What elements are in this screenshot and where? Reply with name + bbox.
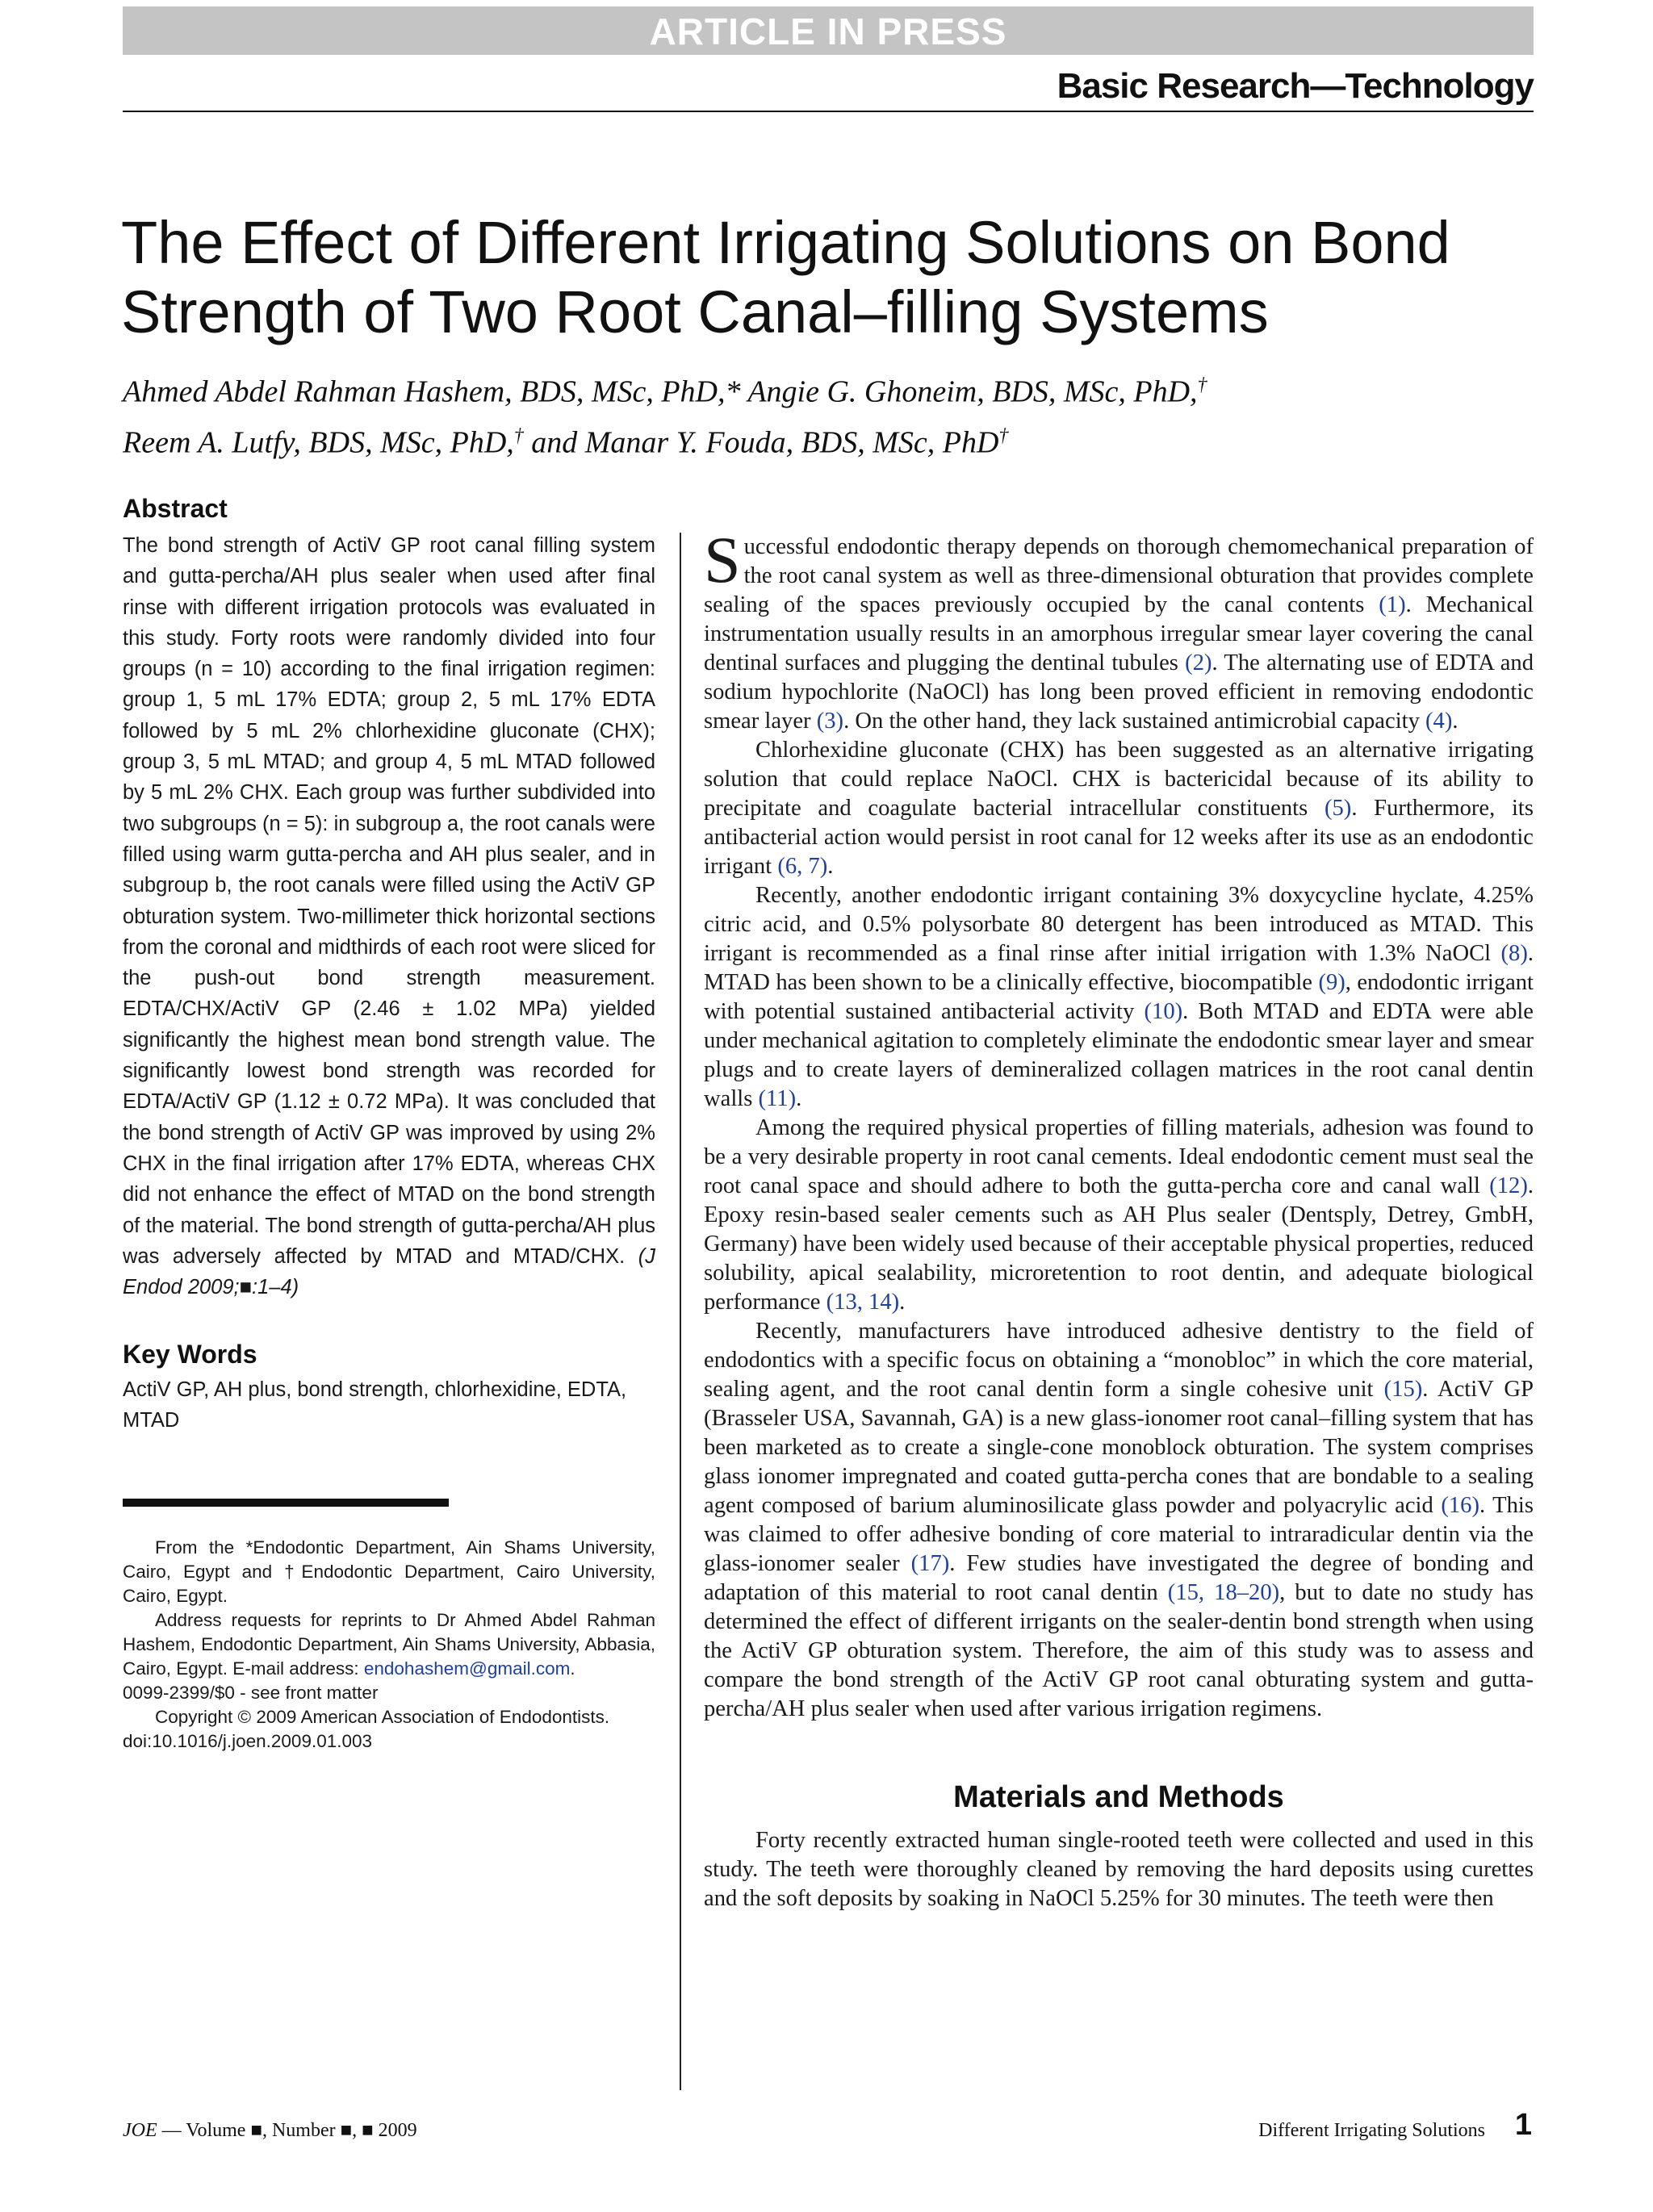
text-run: . Mechanical instrumentation usually results in an amorphous irregular smear layer covering the canal dentinal surfaces and plugging the dentinal tubules — [704, 592, 1534, 675]
citation-link[interactable]: (9) — [1318, 970, 1345, 995]
text-run: Recently, another endodontic irrigant containing 3% doxycycline hyclate, 4.25% citric acid, and 0.5% polysorbate 80 detergent has been introduced as MTAD. This irrigant is recommended as a final rinse after initial irrigation with 1.3% NaOCl — [704, 883, 1534, 966]
intro-paragraph-4 — [704, 1114, 1534, 1317]
address-text: Address requests for reprints to Dr Ahmed Abdel Rahman Hashem, Endodontic Department, Ain Shams University, Abbasia, Cairo, Egypt. E-mail address: — [123, 1610, 655, 1679]
affiliation-block — [123, 1536, 655, 1754]
materials-methods-heading: Materials and Methods — [953, 1780, 1284, 1814]
citation-link[interactable]: (11) — [758, 1086, 797, 1111]
text-run: . ActiV GP (Brasseler USA, Savannah, GA) is a new glass-ionomer root canal–filling system that has been marketed as to create a single-cone monoblock obturation. The system comprises glass ionomer impregnated and coated gutta-percha cones that are bondable to a sealing agent composed of barium aluminosilicate glass powder and polyacrylic acid — [704, 1377, 1534, 1518]
citation-link[interactable]: (4) — [1425, 709, 1453, 734]
text-run: . The alternating use of EDTA and sodium hypochlorite (NaOCl) has long been proved efficient in removing endodontic smear layer — [704, 650, 1534, 734]
text-run: , endodontic irrigant with potential sustained antibacterial activity — [704, 970, 1534, 1024]
citation-link[interactable]: (8) — [1500, 941, 1528, 966]
citation-link[interactable]: (17) — [910, 1551, 950, 1576]
article-title: The Effect of Different Irrigating Solutions on Bond Strength of Two Root Canal–filling Systems — [121, 209, 1450, 345]
author-email-link[interactable]: endohashem@gmail.com — [363, 1658, 571, 1679]
text-run: Among the required physical properties of filling materials, adhesion was found to be a very desirable property in root canal cements. Ideal endodontic cement must seal the root canal space and should adhere to both the gutta-percha core and canal wall — [704, 1115, 1534, 1198]
citation-link[interactable]: (5) — [1324, 796, 1352, 821]
text-run: . — [796, 1086, 802, 1111]
citation-link[interactable]: (13, 14) — [826, 1290, 900, 1315]
intro-paragraph-2 — [704, 736, 1534, 881]
left-column — [123, 494, 655, 1754]
citation-link[interactable]: (12) — [1489, 1173, 1528, 1198]
issn-line: 0099-2399/$0 - see front matter — [123, 1683, 379, 1704]
abstract-heading: Abstract — [123, 494, 228, 523]
intro-paragraph-5 — [704, 1317, 1534, 1724]
text-run: . Few studies have investigated the degree of bonding and adaptation of this material to root canal dentin — [704, 1551, 1534, 1605]
citation-link[interactable]: (15, 18–20) — [1167, 1580, 1280, 1605]
text-run: . This was claimed to offer adhesive bonding of core material to intraradicular dentin via the glass-ionomer sealer — [704, 1493, 1534, 1576]
journal-volume: — Volume ■, Number ■, ■ 2009 — [157, 2120, 417, 2141]
affiliation-mark: † — [998, 424, 1009, 446]
author-fouda: and Manar Y. Fouda, BDS, MSc, PhD — [523, 425, 999, 460]
text-run: . MTAD has been shown to be a clinically effective, biocompatible — [704, 941, 1534, 995]
drop-cap: S — [704, 523, 741, 596]
header-rule — [123, 111, 1534, 112]
text-run: . On the other hand, they lack sustained antimicrobial capacity — [843, 709, 1426, 734]
author-hashem: Ahmed Abdel Rahman Hashem, BDS, MSc, PhD,* — [123, 374, 741, 409]
column-divider — [680, 533, 681, 2090]
text-run: Recently, manufacturers have introduced adhesive dentistry to the field of endodontics with a specific focus on obtaining a “monobloc” in which the core material, sealing agent, and the root canal dentin form a single cohesive unit — [704, 1319, 1534, 1402]
page-number: 1 — [1514, 2108, 1532, 2142]
text-run: . Both MTAD and EDTA were able under mechanical agitation to completely eliminate the endodontic smear layer and smear plugs and to create layers of demineralized collagen matrices in the root canal dentin walls — [704, 999, 1534, 1111]
author-lutfy: Reem A. Lutfy, BDS, MSc, PhD, — [123, 425, 514, 460]
section-label: Basic Research—Technology — [1057, 66, 1534, 106]
affiliation-mark: † — [513, 424, 524, 446]
address-end: . — [570, 1658, 575, 1679]
citation-link[interactable]: (2) — [1185, 650, 1212, 675]
doi-line: doi:10.1016/j.joen.2009.01.003 — [123, 1731, 373, 1752]
text-run: . Epoxy resin-based sealer cements such as AH Plus sealer (Dentsply, Detrey, GmbH, Germany) have been widely used because of their acceptable physical properties, reduced solubility, apical sealability, microretention to root dentin, and adequate biological performance — [704, 1173, 1534, 1315]
citation-link[interactable]: (6, 7) — [777, 854, 828, 879]
citation-link[interactable]: (10) — [1144, 999, 1183, 1024]
footer-running-title: Different Irrigating Solutions — [1258, 2120, 1485, 2141]
citation-link[interactable]: (3) — [816, 709, 844, 734]
affiliation-from: From the *Endodontic Department, Ain Shams University, Cairo, Egypt and †Endodontic Department, Cairo University, Cairo, Egypt. — [123, 1537, 655, 1607]
citation-link[interactable]: (1) — [1379, 592, 1406, 617]
text-run: , but to date no study has determined the effect of different irrigants on the sealer-dentin bond strength when using the ActiV GP obturation system. Therefore, the aim of this study was to assess and compare the bond strength of the ActiV GP root canal obturating system and gutta-percha/AH plus sealer when used after various irrigation regimens. — [704, 1580, 1534, 1721]
affiliation-rule — [123, 1499, 449, 1507]
text-run: . — [899, 1290, 906, 1315]
article-in-press-banner: ARTICLE IN PRESS — [123, 6, 1534, 55]
citation-link[interactable]: (16) — [1441, 1493, 1479, 1518]
footer-journal — [123, 2120, 417, 2142]
journal-abbrev: JOE — [123, 2120, 157, 2141]
keywords-heading: Key Words — [123, 1340, 257, 1369]
methods-paragraph-1: Forty recently extracted human single-rooted teeth were collected and used in this study. The teeth were thoroughly cleaned by removing the hard deposits using curettes and the soft deposits by soaking in NaOCl 5.25% for 30 minutes. The teeth were then — [704, 1828, 1534, 1911]
abstract-text — [123, 530, 655, 1303]
copyright-line: Copyright © 2009 American Association of Endodontists. — [155, 1707, 610, 1728]
intro-paragraph-1 — [704, 523, 1534, 736]
right-column — [704, 523, 1534, 1913]
citation-link[interactable]: (15) — [1383, 1377, 1423, 1402]
text-run: uccessful endodontic therapy depends on thorough chemomechanical preparation of the root canal system as well as three-dimensional obturation that provides complete sealing of the spaces previously occupied by the canal contents — [704, 534, 1534, 617]
affiliation-mark: † — [1197, 374, 1207, 395]
author-list — [123, 363, 1543, 464]
keywords-text: ActiV GP, AH plus, bond strength, chlorhexidine, EDTA, MTAD — [123, 1378, 627, 1432]
reprint-address — [123, 1608, 655, 1681]
text-run: . Furthermore, its antibacterial action would persist in root canal for 12 weeks after its use as an endodontic irrigant — [704, 796, 1534, 879]
author-ghoneim: Angie G. Ghoneim, BDS, MSc, PhD, — [740, 374, 1198, 409]
abstract-citation: (J Endod 2009;■:1–4) — [123, 1244, 655, 1299]
text-run: . — [827, 854, 834, 879]
text-run: Chlorhexidine gluconate (CHX) has been suggested as an alternative irrigating solution that could replace NaOCl. CHX is bactericidal because of its ability to precipitate and coagulate bacterial intracellular constituents — [704, 738, 1534, 821]
abstract-body: The bond strength of ActiV GP root canal filling system and gutta-percha/AH plus sealer when used after final rinse with different irrigation protocols was evaluated in this study. Forty roots were randomly divided into four groups (n = 10) according to the final irrigation regimen: group 1, 5 mL 17% EDTA; group 2, 5 mL 17% EDTA followed by 5 mL 2% chlorhexidine gluconate (CHX); group 3, 5 mL MTAD; and group 4, 5 mL MTAD followed by 5 mL 2% CHX. Each group was further subdivided into two subgroups (n = 5): in subgroup a, the root canals were filled using warm gutta-percha and AH plus sealer, and in subgroup b, the root canals were filled using the ActiV GP obturation system. Two-millimeter thick horizontal sections from the coronal and midthirds of each root were sliced for the push-out bond strength measurement. EDTA/CHX/ActiV GP (2.46 ± 1.02 MPa) yielded significantly the highest mean bond strength value. The significantly lowest bond strength was recorded for EDTA/ActiV GP (1.12 ± 0.72 MPa). It was concluded that the bond strength of ActiV GP was improved by using 2% CHX in the final irrigation after 17% EDTA, whereas CHX did not enhance the effect of MTAD on the bond strength of the material. The bond strength of gutta-percha/AH plus was adversely affected by MTAD and MTAD/CHX. — [123, 534, 655, 1268]
intro-paragraph-3 — [704, 881, 1534, 1114]
text-run: . — [1452, 709, 1458, 734]
